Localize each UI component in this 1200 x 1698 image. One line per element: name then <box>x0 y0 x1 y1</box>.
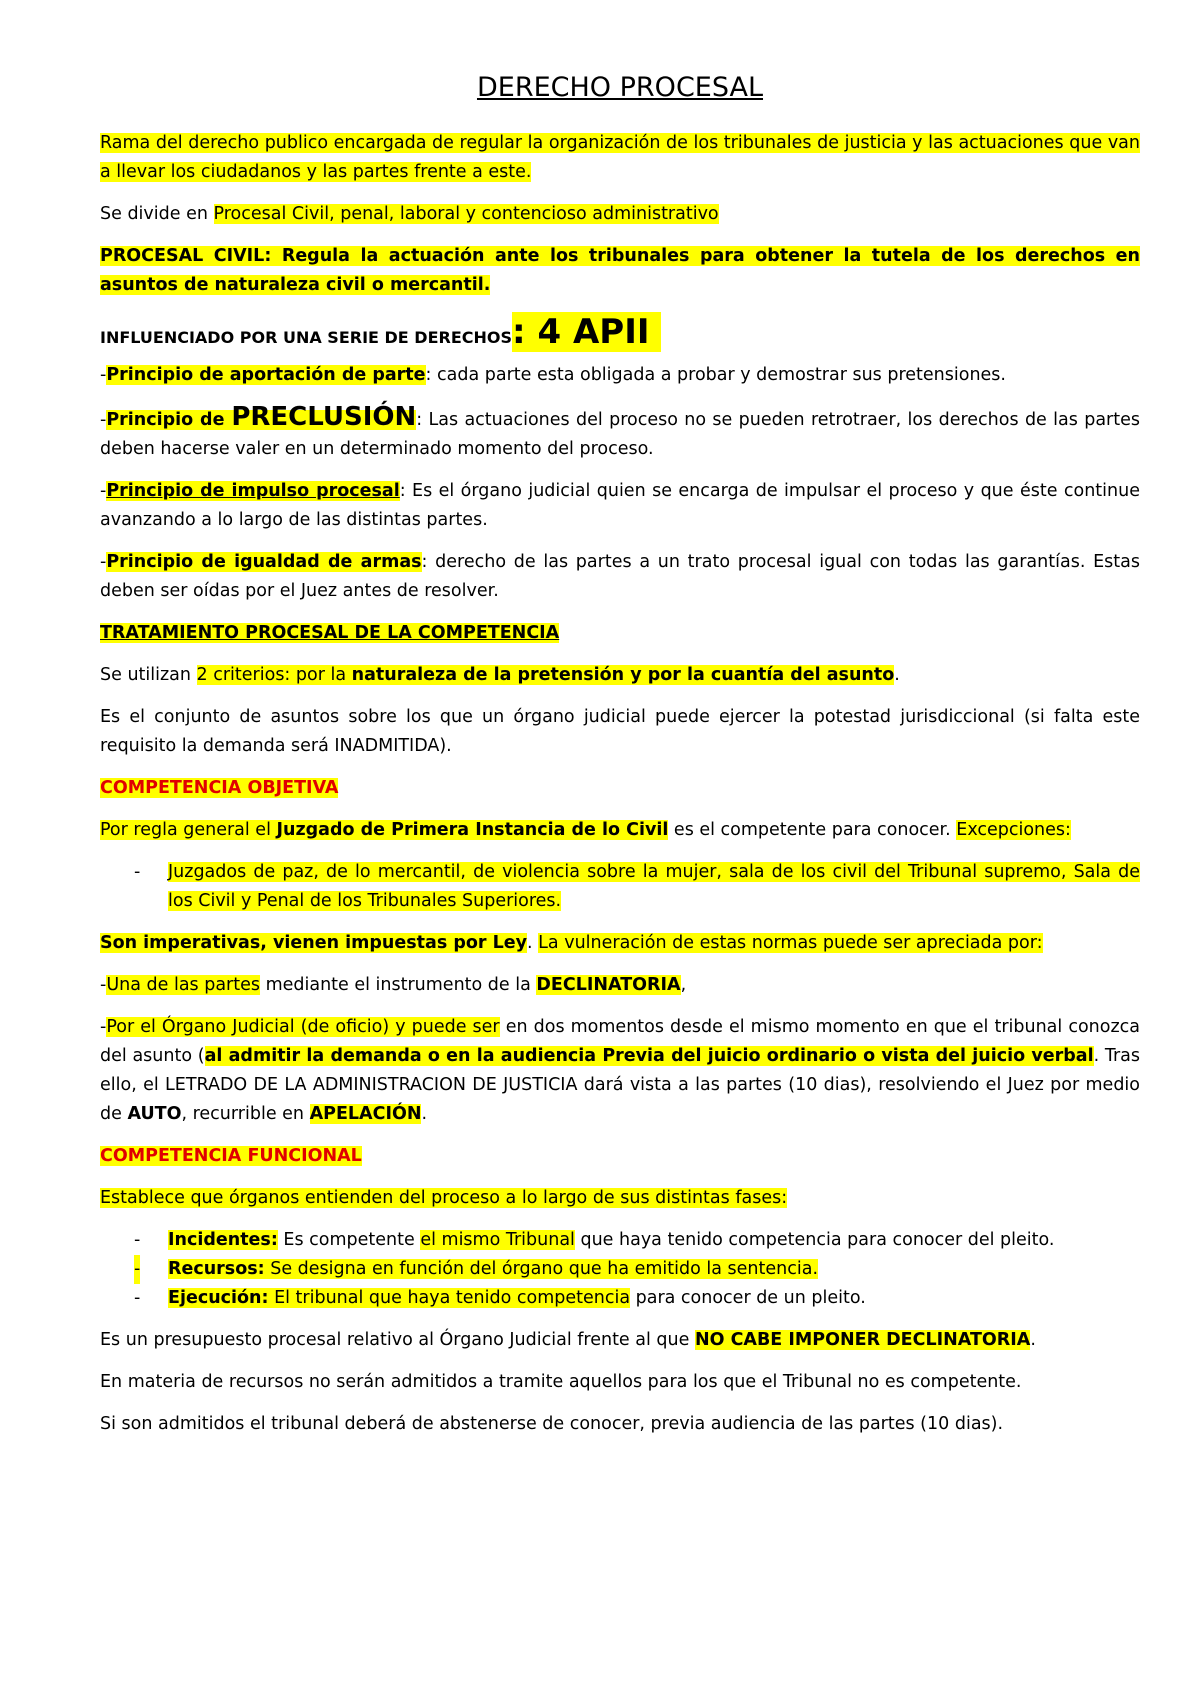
procesal-civil-paragraph <box>100 242 1140 300</box>
organo-d: . Tras ello, el LETRADO DE LA ADMINISTRACION DE JUSTICIA dará vista a las partes (10 dias), resolviendo el Juez por medio de <box>100 1046 1140 1124</box>
organo-c: al admitir la demanda o en la audiencia Previa del juicio ordinario o vista del juicio verbal <box>204 1046 1094 1066</box>
incidentes-a: Es competente <box>277 1230 421 1250</box>
ejecucion-b: para conocer de un pleito. <box>630 1288 866 1308</box>
incidentes-term: Incidentes: <box>168 1230 278 1250</box>
organo-h: . <box>421 1104 428 1124</box>
una-partes-d: , <box>680 975 687 995</box>
competencia-objetiva-heading-text: COMPETENCIA OBJETIVA <box>100 778 339 798</box>
dash: - <box>100 365 107 385</box>
principio-preclusion-term-big: PRECLUSIÓN <box>231 402 417 432</box>
dash: - <box>100 552 107 572</box>
intro-paragraph <box>100 129 1140 187</box>
organo-judicial-paragraph <box>100 1013 1140 1129</box>
tratamiento-heading <box>100 619 1140 648</box>
presupuesto-paragraph <box>100 1326 1140 1355</box>
conjunto-paragraph: Es el conjunto de asuntos sobre los que un órgano judicial puede ejercer la potestad jurisdiccional (si falta este requisito la demanda será INADMITIDA). <box>100 707 1140 756</box>
dash: - <box>134 1288 141 1308</box>
principio-impulso-term: Principio de impulso procesal <box>106 481 400 501</box>
influenciado-code: 4 APII <box>525 312 650 352</box>
principio-aportacion-text: : cada parte esta obligada a probar y demostrar sus pretensiones. <box>425 365 1006 385</box>
principio-preclusion-term: Principio de <box>106 410 232 430</box>
tratamiento-heading-text: TRATAMIENTO PROCESAL DE LA COMPETENCIA <box>100 623 560 643</box>
criterios-hl-b: naturaleza de la pretensión y por la cuantía del asunto <box>351 665 895 685</box>
excepciones-text: Juzgados de paz, de lo mercantil, de violencia sobre la mujer, sala de los civil del Tribunal supremo, Sala de los Civil y Penal de los Tribunales Superiores. <box>168 862 1140 911</box>
regla-d: Excepciones: <box>956 820 1071 840</box>
ejecucion-a: El tribunal que haya tenido competencia <box>268 1288 631 1308</box>
organo-e: AUTO <box>127 1104 182 1124</box>
criterios-suffix: . <box>894 665 900 685</box>
criterios-hl-a: 2 criterios: por la <box>196 665 352 685</box>
principio-preclusion <box>100 403 1140 464</box>
regla-b: Juzgado de Primera Instancia de lo Civil <box>276 820 669 840</box>
principio-aportacion <box>100 361 1140 390</box>
principio-impulso <box>100 477 1140 535</box>
principio-preclusion-text: : Las actuaciones del proceso no se pueden retrotraer, los derechos de las partes deben hacerse valer en un determinado momento del proceso. <box>100 410 1140 459</box>
imperativas-c: La vulneración de estas normas puede ser apreciada por: <box>538 933 1043 953</box>
dash: - <box>100 410 107 430</box>
intro-text: Rama del derecho publico encargada de regular la organización de los tribunales de justicia y las actuaciones que van a llevar los ciudadanos y las partes frente a este. <box>100 133 1140 182</box>
criterios-paragraph <box>100 661 1140 690</box>
una-partes-c: DECLINATORIA <box>536 975 681 995</box>
recursos-a: Se designa en función del órgano que ha emitido la sentencia. <box>264 1259 819 1279</box>
incidentes-c: que haya tenido competencia para conocer del pleito. <box>574 1230 1055 1250</box>
principio-igualdad-text: : derecho de las partes a un trato procesal igual con todas las garantías. Estas deben ser oídas por el Juez antes de resolver. <box>100 552 1140 601</box>
ejecucion-term: Ejecución: <box>168 1288 269 1308</box>
establece-paragraph <box>100 1184 1140 1213</box>
una-partes-a: Una de las partes <box>106 975 260 995</box>
recursos-term: Recursos: <box>168 1259 265 1279</box>
organo-f: , recurrible en <box>181 1104 310 1124</box>
regla-general-paragraph <box>100 816 1140 845</box>
principio-igualdad-term: Principio de igualdad de armas <box>106 552 422 572</box>
materia-recursos-paragraph: En materia de recursos no serán admitidos a tramite aquellos para los que el Tribunal no es competente. <box>100 1372 1022 1392</box>
imperativas-paragraph <box>100 929 1140 958</box>
dash: - <box>134 1230 141 1250</box>
establece-text: Establece que órganos entienden del proceso a lo largo de sus distintas fases: <box>100 1188 788 1208</box>
organo-g: APELACIÓN <box>309 1104 422 1124</box>
competencia-objetiva-heading <box>100 774 1140 803</box>
una-partes-b: mediante el instrumento de la <box>260 975 537 995</box>
principio-igualdad <box>100 548 1140 606</box>
dash: - <box>100 975 107 995</box>
competencia-funcional-heading <box>100 1142 1140 1171</box>
presupuesto-c: . <box>1030 1330 1036 1350</box>
excepciones-list <box>100 858 1140 916</box>
regla-a: Por regla general el <box>100 820 277 840</box>
presupuesto-b: NO CABE IMPONER DECLINATORIA <box>694 1330 1031 1350</box>
regla-c: es el competente para conocer. <box>668 820 957 840</box>
presupuesto-a: Es un presupuesto procesal relativo al Órgano Judicial frente al que <box>100 1330 695 1350</box>
influenciado-paragraph <box>100 312 1140 353</box>
list-item-recursos <box>100 1255 1140 1284</box>
imperativas-a: Son imperativas, vienen impuestas por Ley <box>100 933 528 953</box>
list-item-ejecucion <box>100 1284 1140 1313</box>
incidentes-b: el mismo Tribunal <box>420 1230 575 1250</box>
organo-a: Por el Órgano Judicial (de oficio) y puede ser <box>106 1017 500 1037</box>
principio-preclusion-term-box <box>106 402 417 432</box>
dash: - <box>134 1255 140 1284</box>
criterios-prefix: Se utilizan <box>100 665 197 685</box>
competencia-funcional-heading-text: COMPETENCIA FUNCIONAL <box>100 1146 362 1166</box>
funcional-list <box>100 1226 1140 1313</box>
imperativas-b: . <box>527 933 539 953</box>
page-title: DERECHO PROCESAL <box>476 72 764 103</box>
influenciado-label: INFLUENCIADO POR UNA SERIE DE DERECHOS <box>100 328 513 347</box>
dash: - <box>100 481 107 501</box>
list-item-incidentes <box>100 1226 1140 1255</box>
principio-aportacion-term: Principio de aportación de parte <box>106 365 426 385</box>
divide-prefix: Se divide en <box>100 204 214 224</box>
dash: - <box>134 862 141 882</box>
principio-impulso-text: : Es el órgano judicial quien se encarga de impulsar el proceso y que éste continue avanzando a lo largo de las distintas partes. <box>100 481 1140 530</box>
una-partes-paragraph <box>100 971 1140 1000</box>
dash: - <box>100 1017 107 1037</box>
influenciado-colon: : <box>512 312 526 352</box>
divide-items: Procesal Civil, penal, laboral y contencioso administrativo <box>213 204 719 224</box>
procesal-civil-text: PROCESAL CIVIL: Regula la actuación ante los tribunales para obtener la tutela de los derechos en asuntos de naturaleza civil o mercantil. <box>100 246 1140 295</box>
admitidos-paragraph: Si son admitidos el tribunal deberá de abstenerse de conocer, previa audiencia de las partes (10 dias). <box>100 1414 1004 1434</box>
list-item <box>100 858 1140 916</box>
divide-paragraph <box>100 200 1140 229</box>
influenciado-code-box <box>512 312 661 352</box>
organo-b: en dos momentos desde el mismo momento en que el tribunal conozca del asunto ( <box>100 1017 1140 1066</box>
